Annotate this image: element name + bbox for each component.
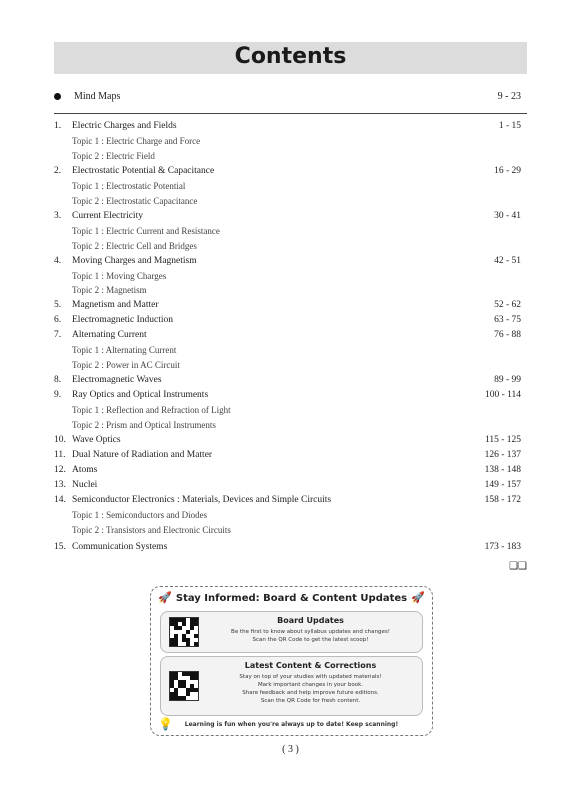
page-range: 76 - 88 — [494, 330, 521, 341]
chapter-number: 7. — [54, 330, 62, 341]
topic-title: Topic 2 : Electric Field — [72, 150, 155, 161]
topic-title: Topic 1 : Semiconductors and Diodes — [72, 509, 208, 520]
chapter-number: 10. — [54, 434, 66, 445]
bullet-icon — [54, 93, 61, 100]
topic-title: Topic 1 : Electric Current and Resistance — [72, 225, 220, 236]
chapter-number: 6. — [54, 315, 62, 326]
page-range: 138 - 148 — [484, 464, 521, 475]
toc-chapter-row — [54, 388, 527, 402]
board-updates-panel — [160, 611, 423, 653]
page-range: 1 - 15 — [498, 121, 521, 131]
toc-chapter-row — [54, 164, 527, 178]
page-range: 173 - 183 — [484, 541, 521, 552]
toc-topic-row — [54, 224, 527, 238]
chapter-number: 13. — [54, 479, 66, 490]
toc-topic-row — [54, 149, 527, 163]
topic-title: Topic 1 : Electrostatic Potential — [72, 180, 186, 191]
page-range: 16 - 29 — [494, 165, 521, 176]
toc-topic-row — [54, 508, 527, 522]
page-range: 63 - 75 — [494, 315, 521, 326]
toc-topic-row — [54, 523, 527, 537]
chapter-title: Communication Systems — [72, 541, 168, 552]
page-range: 149 - 157 — [484, 479, 521, 490]
toc-chapter-row — [54, 254, 527, 268]
chapter-title: Semiconductor Electronics : Materials, Devices and Simple Circuits — [72, 494, 332, 505]
toc-topic-row — [54, 403, 527, 417]
topic-title: Topic 2 : Electrostatic Capacitance — [72, 195, 198, 206]
chapter-number: 5. — [54, 300, 62, 311]
chapter-number: 8. — [54, 375, 62, 386]
topic-title: Topic 2 : Transistors and Electronic Circuits — [72, 524, 231, 535]
toc-chapter-row — [54, 448, 527, 462]
mind-maps-label: Mind Maps — [74, 91, 121, 102]
chapter-title: Magnetism and Matter — [72, 300, 159, 311]
chapter-title: Electric Charges and Fields — [72, 121, 177, 131]
toc-topic-row — [54, 343, 527, 357]
chapter-number: 15. — [54, 541, 66, 552]
toc-chapter-row — [54, 478, 527, 492]
page-range: 100 - 114 — [484, 390, 521, 401]
chapter-title: Moving Charges and Magnetism — [72, 255, 197, 266]
toc-topic-row — [54, 239, 527, 253]
toc-chapter-row — [54, 493, 527, 507]
topic-title: Topic 1 : Electric Charge and Force — [72, 135, 201, 146]
qr-code-icon[interactable] — [169, 617, 199, 647]
page-range: 126 - 137 — [484, 449, 521, 460]
board-updates-title: Board Updates — [277, 616, 344, 625]
end-mark: ❑❑ — [509, 561, 527, 572]
chapter-title: Dual Nature of Radiation and Matter — [72, 449, 213, 460]
chapter-number: 11. — [54, 449, 66, 460]
title-band — [54, 42, 527, 74]
mind-maps-range: 9 - 23 — [497, 91, 521, 102]
rocket-icon: 🚀 — [411, 591, 425, 604]
topic-title: Topic 2 : Prism and Optical Instruments — [72, 420, 216, 430]
page-range: 158 - 172 — [484, 494, 521, 505]
chapter-title: Electromagnetic Induction — [72, 315, 174, 326]
page-range: 52 - 62 — [494, 300, 521, 311]
chapter-title: Current Electricity — [72, 210, 143, 221]
latest-line: Share feedback and help improve future editions. — [242, 690, 379, 696]
board-line: Be the first to know about syllabus updates and changes! — [231, 629, 390, 635]
toc-chapter-row — [54, 433, 527, 447]
toc-chapter-row — [54, 298, 527, 312]
mind-maps-row — [54, 91, 527, 105]
topic-title: Topic 1 : Reflection and Refraction of Light — [72, 405, 231, 416]
chapter-title: Electromagnetic Waves — [72, 375, 162, 386]
updates-card — [150, 586, 433, 736]
toc-topic-row — [54, 134, 527, 148]
page-range: 42 - 51 — [494, 255, 521, 266]
lightbulb-icon: 💡 — [158, 717, 173, 731]
toc-topic-row — [54, 418, 527, 432]
board-line: Scan the QR Code to get the latest scoop! — [252, 637, 369, 643]
chapter-title: Ray Optics and Optical Instruments — [72, 390, 209, 401]
page-range: 89 - 99 — [494, 375, 521, 386]
topic-title: Topic 1 : Moving Charges — [72, 270, 167, 281]
divider — [54, 113, 527, 114]
page-range: 115 - 125 — [484, 434, 521, 445]
chapter-title: Wave Optics — [72, 434, 121, 445]
chapter-title: Electrostatic Potential & Capacitance — [72, 165, 215, 176]
latest-content-panel — [160, 656, 423, 716]
page-number: ( 3 ) — [282, 744, 299, 755]
topic-title: Topic 1 : Alternating Current — [72, 345, 177, 356]
latest-line: Scan the QR Code for fresh content. — [260, 698, 361, 704]
chapter-number: 12. — [54, 464, 66, 475]
qr-code-icon[interactable] — [169, 671, 199, 701]
toc-chapter-row — [54, 328, 527, 342]
chapter-number: 1. — [54, 121, 62, 131]
chapter-title: Atoms — [72, 464, 98, 475]
topic-title: Topic 2 : Electric Cell and Bridges — [72, 240, 197, 251]
toc-chapter-row — [54, 119, 527, 133]
chapter-number: 9. — [54, 390, 62, 401]
toc-chapter-row — [54, 209, 527, 223]
latest-content-title: Latest Content & Corrections — [244, 661, 377, 670]
chapter-number: 4. — [54, 255, 62, 266]
toc-topic-row — [54, 179, 527, 193]
topic-title: Topic 2 : Power in AC Circuit — [72, 360, 180, 371]
chapter-number: 3. — [54, 210, 62, 221]
chapter-number: 14. — [54, 494, 66, 505]
toc-topic-row — [54, 283, 527, 297]
latest-line: Mark important changes in your book. — [257, 682, 364, 688]
toc-topic-row — [54, 358, 527, 372]
toc-chapter-row — [54, 540, 527, 554]
topic-title: Topic 2 : Magnetism — [72, 285, 147, 296]
latest-line: Stay on top of your studies with updated materials! — [239, 674, 382, 680]
toc-chapter-row — [54, 463, 527, 477]
toc-chapter-row — [54, 313, 527, 327]
toc-topic-row — [54, 194, 527, 208]
card-title: Stay Informed: Board & Content Updates — [175, 593, 408, 604]
chapter-title: Alternating Current — [72, 330, 147, 341]
chapter-title: Nuclei — [72, 479, 98, 490]
chapter-number: 2. — [54, 165, 62, 176]
toc-topic-row — [54, 269, 527, 283]
toc-chapter-row — [54, 373, 527, 387]
page-range: 30 - 41 — [494, 210, 521, 221]
card-footer: Learning is fun when you're always up to date! Keep scanning! — [184, 721, 399, 728]
rocket-icon: 🚀 — [158, 591, 172, 604]
page-title: Contents — [234, 44, 347, 69]
